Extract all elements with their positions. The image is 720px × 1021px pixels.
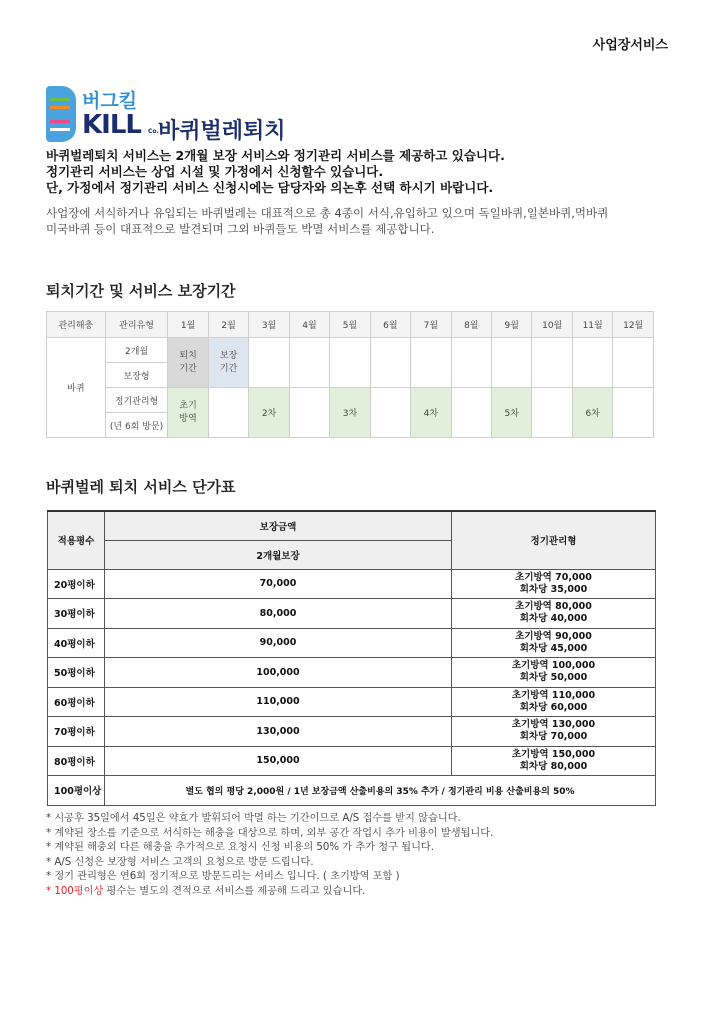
logo-brand-latin: KILL: [82, 110, 141, 140]
empty-cell: [613, 388, 654, 438]
regular-cell: [452, 746, 656, 776]
guarantee-cell: 90,000: [105, 628, 452, 658]
header-month: 9월: [492, 312, 532, 338]
price-row: [48, 658, 656, 688]
note-prefix: *: [46, 885, 55, 897]
note-highlight: 100평이상: [54, 885, 104, 897]
area-cell: 40평이하: [48, 628, 105, 658]
type-cell: 2개월: [105, 338, 168, 363]
regular-cell: [452, 658, 656, 688]
guarantee-cell: 150,000: [105, 746, 452, 776]
empty-cell: [572, 338, 612, 388]
note-item: * 시공후 35일에서 45일은 약효가 발휘되어 박멸 하는 기간이므로 A/S 접수를 받지 않습니다.: [46, 813, 461, 824]
logo-korean-small: 버그킬: [82, 90, 138, 112]
per-visit-price: 회차당 60,000: [519, 701, 588, 713]
intro-line: 정기관리 서비스는 상업 시설 및 가정에서 신청할수 있습니다.: [46, 164, 384, 179]
header-month: 8월: [451, 312, 491, 338]
guarantee-cell: 130,000: [105, 717, 452, 747]
regular-cell: [452, 569, 656, 599]
guarantee-cell: 70,000: [105, 569, 452, 599]
schedule-row: [47, 338, 654, 363]
price-row-large: [48, 776, 656, 806]
page-header-label: 사업장서비스: [592, 38, 668, 53]
empty-cell: [451, 338, 491, 388]
area-cell: 60평이하: [48, 687, 105, 717]
header-month: 3월: [249, 312, 289, 338]
price-row: [48, 569, 656, 599]
area-cell: 70평이하: [48, 717, 105, 747]
guarantee-cell: 110,000: [105, 687, 452, 717]
custom-quote-cell: 별도 협의 평당 2,000원 / 1년 보장금액 산출비용의 35% 추가 / 정기관리 비용 산출비용의 50%: [105, 776, 656, 806]
empty-cell: [289, 338, 329, 388]
guarantee-cell: 100,000: [105, 658, 452, 688]
price-row: [48, 746, 656, 776]
header-month: 12월: [613, 312, 654, 338]
initial-treatment-cell: 초기 방역: [168, 388, 208, 438]
description-line: 미국바퀴 등이 대표적으로 발견되며 그외 바퀴들도 박멸 서비스를 제공합니다.: [46, 222, 435, 236]
header-month: 2월: [208, 312, 248, 338]
regular-cell: [452, 628, 656, 658]
note-item: * 정기 관리형은 연6회 정기적으로 방문드리는 서비스 입니다. ( 초기방역 포함 ): [46, 871, 400, 883]
schedule-row: [47, 388, 654, 413]
area-cell: 100평이상: [48, 776, 105, 806]
description-text: [46, 205, 676, 237]
price-row: [48, 717, 656, 747]
note-item: * A/S 신청은 보장형 서비스 고객의 요청으로 방문 드립니다.: [46, 856, 314, 868]
note-item: * 계약된 해충외 다른 해충을 추가적으로 요청시 신청 비용의 50% 가 추가 청구 됩니다.: [46, 842, 434, 854]
extermination-period-cell: 퇴치 기간: [168, 338, 208, 388]
header-month: 5월: [330, 312, 370, 338]
description-line: 사업장에 서식하거나 유입되는 바퀴벌레는 대표적으로 총 4종이 서식,유입하고 있으며 독일바퀴,일본바퀴,먹바퀴: [46, 206, 609, 220]
visit-cell: 6차: [572, 388, 612, 438]
per-visit-price: 회차당 80,000: [519, 760, 588, 772]
header-month: 10월: [532, 312, 572, 338]
empty-cell: [613, 338, 654, 388]
initial-price: 초기방역 130,000: [511, 719, 596, 731]
initial-price: 초기방역 70,000: [515, 571, 592, 583]
visit-cell: 4차: [411, 388, 451, 438]
initial-price: 초기방역 110,000: [511, 689, 596, 701]
visit-cell: 5차: [492, 388, 532, 438]
initial-price: 초기방역 80,000: [515, 601, 592, 613]
notes-list: [46, 812, 686, 900]
initial-price: 초기방역 150,000: [511, 748, 596, 760]
price-header-row: [48, 511, 656, 540]
per-visit-price: 회차당 50,000: [519, 672, 588, 684]
header-month: 6월: [370, 312, 410, 338]
empty-cell: [411, 338, 451, 388]
visit-cell: 3차: [330, 388, 370, 438]
intro-line: 단, 가정에서 정기관리 서비스 신청시에는 담당자와 의논후 선택 하시기 바랍니다.: [46, 180, 494, 195]
per-visit-price: 회차당 40,000: [519, 613, 588, 625]
empty-cell: [330, 338, 370, 388]
price-table: [47, 510, 656, 806]
area-cell: 20평이하: [48, 569, 105, 599]
area-cell: 80평이하: [48, 746, 105, 776]
area-cell: 30평이하: [48, 599, 105, 629]
empty-cell: [370, 388, 410, 438]
empty-cell: [370, 338, 410, 388]
empty-cell: [289, 388, 329, 438]
price-row: [48, 628, 656, 658]
header-type: 관리유형: [105, 312, 168, 338]
schedule-header-row: [47, 312, 654, 338]
price-section-title: 바퀴벌레 퇴치 서비스 단가표: [46, 478, 236, 496]
empty-cell: [208, 388, 248, 438]
header-guarantee-sub: 2개월보장: [105, 540, 452, 569]
guarantee-period-cell: 보장 기간: [208, 338, 248, 388]
visit-cell: 2차: [249, 388, 289, 438]
price-row: [48, 687, 656, 717]
header-regular: 정기관리형: [452, 511, 656, 569]
note-item: * 계약된 장소를 기준으로 서식하는 해충을 대상으로 하며, 외부 공간 작업시 추가 비용이 발생됩니다.: [46, 827, 494, 839]
regular-cell: [452, 717, 656, 747]
schedule-table: [46, 311, 654, 438]
logo-title: 바퀴벌레퇴치: [158, 119, 286, 144]
type-cell: (년 6회 방문): [105, 413, 168, 438]
empty-cell: [249, 338, 289, 388]
regular-cell: [452, 687, 656, 717]
header-guarantee: 보장금액: [105, 511, 452, 540]
guarantee-cell: 80,000: [105, 599, 452, 629]
empty-cell: [532, 338, 572, 388]
note-item-highlight: [46, 885, 686, 900]
pest-cell: 바퀴: [47, 338, 106, 438]
header-month: 1월: [168, 312, 208, 338]
logo-company-suffix: Co.: [148, 128, 159, 135]
price-row: [48, 599, 656, 629]
initial-price: 초기방역 100,000: [511, 660, 596, 672]
header-pest: 관리해충: [47, 312, 106, 338]
type-cell: 보장형: [105, 363, 168, 388]
initial-price: 초기방역 90,000: [515, 630, 592, 642]
empty-cell: [451, 388, 491, 438]
empty-cell: [492, 338, 532, 388]
header-month: 11월: [572, 312, 612, 338]
area-cell: 50평이하: [48, 658, 105, 688]
note-rest: 평수는 별도의 견적으로 서비스를 제공해 드리고 있습니다.: [103, 885, 366, 897]
header-area: 적용평수: [48, 511, 105, 569]
logo-b-mark: [46, 86, 76, 142]
per-visit-price: 회차당 45,000: [519, 642, 588, 654]
regular-cell: [452, 599, 656, 629]
schedule-section-title: 퇴치기간 및 서비스 보장기간: [46, 282, 236, 300]
header-month: 7월: [411, 312, 451, 338]
intro-text: [46, 148, 676, 196]
intro-line: 바퀴벌레퇴치 서비스는 2개월 보장 서비스와 정기관리 서비스를 제공하고 있습니다.: [46, 148, 505, 163]
type-cell: 정기관리형: [105, 388, 168, 413]
header-month: 4월: [289, 312, 329, 338]
per-visit-price: 회차당 35,000: [519, 583, 588, 595]
empty-cell: [532, 388, 572, 438]
per-visit-price: 회차당 70,000: [519, 731, 588, 743]
company-logo: [46, 86, 306, 142]
